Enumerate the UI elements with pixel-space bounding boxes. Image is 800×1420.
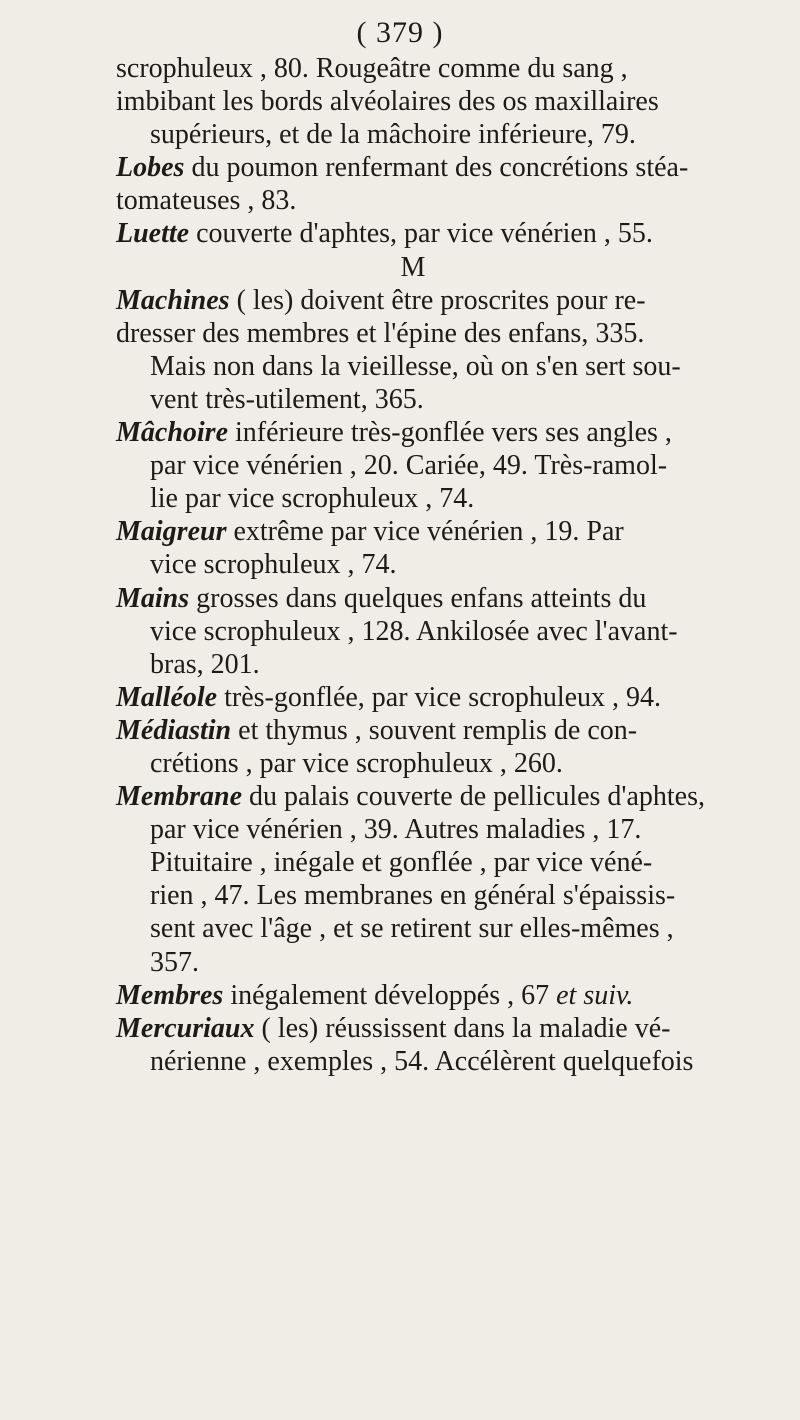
- index-text: grosses dans quelques enfans atteints du: [189, 582, 647, 614]
- index-line: [116, 1045, 800, 1078]
- index-keyword: Médiastin: [116, 714, 232, 746]
- index-line: [116, 151, 800, 184]
- index-text-block: [116, 52, 800, 1078]
- index-text: lie par vice scrophuleux , 74.: [150, 483, 475, 515]
- index-text: bras, 201.: [150, 648, 260, 680]
- index-keyword: Mercuriaux: [116, 1012, 255, 1044]
- index-text: imbibant les bords alvéolaires des os maxillaires: [116, 86, 659, 118]
- index-line: [116, 714, 800, 747]
- index-line: [116, 813, 800, 846]
- index-keyword: Machines: [116, 284, 230, 316]
- index-line: [116, 582, 800, 615]
- index-text: Pituitaire , inégale et gonflée , par vice véné-: [150, 847, 653, 879]
- index-line: [116, 1012, 800, 1045]
- section-letter-heading: [116, 251, 800, 284]
- index-line: [116, 217, 800, 250]
- index-text: 357.: [150, 946, 199, 978]
- index-text: scrophuleux , 80. Rougeâtre comme du sang ,: [116, 53, 628, 84]
- index-text: et thymus , souvent remplis de con-: [231, 714, 638, 746]
- index-text: M: [400, 251, 426, 283]
- index-line: [116, 846, 800, 879]
- index-line: [116, 383, 800, 416]
- index-line: [116, 416, 800, 449]
- index-text: tomateuses , 83.: [116, 185, 297, 217]
- index-text: très-gonflée, par vice scrophuleux , 94.: [217, 681, 662, 713]
- index-line: [116, 548, 800, 581]
- index-line: [116, 912, 800, 945]
- index-text: supérieurs, et de la mâchoire inférieure, 79.: [150, 119, 636, 151]
- index-keyword: Malléole: [116, 681, 218, 713]
- index-line: [116, 515, 800, 548]
- index-line: [116, 615, 800, 648]
- index-line: [116, 317, 800, 350]
- index-text: ( les) réussissent dans la maladie vé-: [254, 1012, 671, 1044]
- index-line: [116, 879, 800, 912]
- index-keyword: Luette: [116, 218, 190, 250]
- index-keyword: Membrane: [116, 781, 242, 813]
- index-line: [116, 52, 800, 85]
- index-text: vice scrophuleux , 128. Ankilosée avec l'avant-: [150, 615, 678, 647]
- index-text: sent avec l'âge , et se retirent sur elles-mêmes ,: [150, 913, 674, 945]
- index-keyword: Mains: [116, 582, 190, 614]
- index-line: [116, 681, 800, 714]
- index-line: [116, 482, 800, 515]
- index-text: rien , 47. Les membranes en général s'épaissis-: [150, 880, 676, 912]
- index-text: vent très-utilement, 365.: [150, 383, 424, 415]
- index-line: [116, 747, 800, 780]
- index-text: inférieure très-gonflée vers ses angles ,: [228, 417, 672, 449]
- index-line: [116, 449, 800, 482]
- index-keyword: Membres: [116, 979, 224, 1011]
- index-line: [116, 85, 800, 118]
- index-text: crétions , par vice scrophuleux , 260.: [150, 747, 563, 779]
- index-text: ( les) doivent être proscrites pour re-: [229, 284, 646, 316]
- index-line: [116, 284, 800, 317]
- index-line: [116, 946, 800, 979]
- index-text: Mais non dans la vieillesse, où on s'en sert sou-: [150, 350, 681, 382]
- page-number: ( 379 ): [356, 16, 444, 49]
- index-text: du palais couverte de pellicules d'aphtes,: [242, 781, 705, 813]
- index-text: nérienne , exemples , 54. Accélèrent quelquefois: [150, 1045, 694, 1077]
- index-keyword: Mâchoire: [116, 417, 228, 449]
- index-text: extrême par vice vénérien , 19. Par: [226, 516, 624, 548]
- index-text: couverte d'aphtes, par vice vénérien , 55.: [189, 218, 653, 250]
- index-line: [116, 648, 800, 681]
- index-line: [116, 184, 800, 217]
- index-text: vice scrophuleux , 74.: [150, 549, 397, 581]
- index-text: dresser des membres et l'épine des enfans, 335.: [116, 317, 645, 349]
- index-line: [116, 118, 800, 151]
- index-line: [116, 350, 800, 383]
- index-keyword: Maigreur: [116, 516, 227, 548]
- index-text: inégalement développés , 67: [223, 979, 557, 1011]
- index-text: par vice vénérien , 39. Autres maladies , 17.: [150, 814, 642, 846]
- italic-text: et suiv.: [556, 979, 634, 1011]
- index-text: par vice vénérien , 20. Cariée, 49. Très-ramol-: [150, 450, 668, 482]
- index-keyword: Lobes: [116, 152, 185, 184]
- index-line: [116, 979, 800, 1012]
- index-text: du poumon renfermant des concrétions stéa-: [184, 152, 689, 184]
- index-line: [116, 780, 800, 813]
